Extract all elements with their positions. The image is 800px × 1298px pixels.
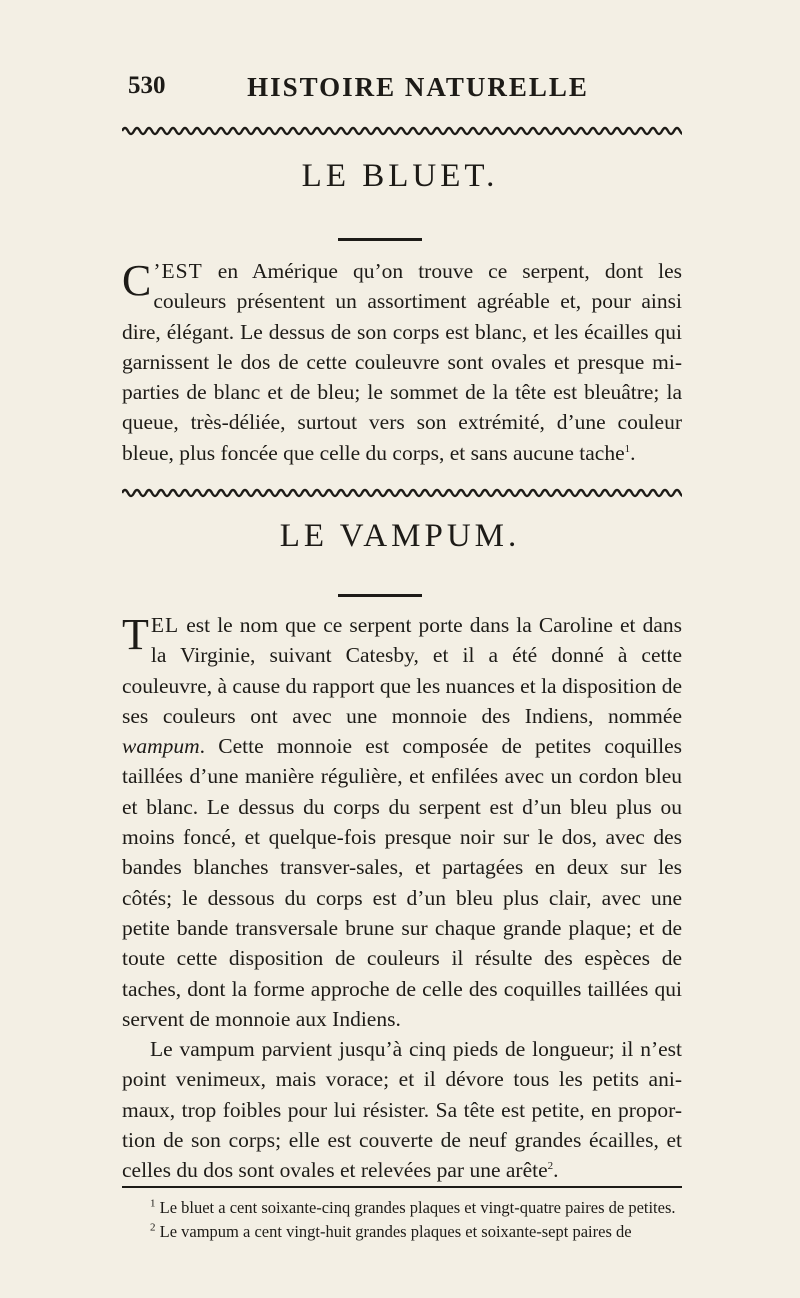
body-text: est le nom que ce serpent porte dans la Caroline et dans la Virginie, suivant Catesby, et il a été donné à cette couleuvre, à cause du rapport que les nuances et la disposition de ses couleurs ont avec une monnoie des Indiens, nommée xyxy=(122,613,683,728)
dropcap-t: T xyxy=(122,610,149,659)
note-ref-1: 1 xyxy=(624,442,631,455)
italic-term: wampum xyxy=(122,734,200,759)
paragraph-vampum xyxy=(122,610,682,1186)
footnote-text: Le bluet a cent soixante-cinq grandes plaques et vingt-quatre paires de petites. xyxy=(159,1198,676,1217)
footnote-1 xyxy=(122,1196,682,1220)
lead-word: EL xyxy=(150,613,180,637)
footnote-text: Le vampum a cent vingt-huit grandes plaques et soixante-sept paires de xyxy=(159,1222,632,1241)
page-header xyxy=(128,72,648,112)
body-text: en Amérique qu’on trouve ce serpent, dont les couleurs présentent un assortiment agréable et, pour ainsi dire, élégant. Le dessus de son corps est blanc, et les écailles qui garnissent le dos de cette couleuvre sont ovales et presque mi-parties de blanc et de bleu; le sommet de la tête est bleuâtre; la queue, très-déliée, surtout vers son extrémité, d’une couleur bleue, plus foncée que celle du corps, et sans aucune tache xyxy=(122,259,682,465)
page-number: 530 xyxy=(128,72,166,99)
footnote-number: 2 xyxy=(150,1221,156,1234)
note-ref-2: 2 xyxy=(547,1160,554,1173)
sentence-end: . xyxy=(553,1158,559,1183)
footnote-number: 1 xyxy=(150,1197,156,1210)
lead-word: ’EST xyxy=(153,259,203,283)
wavy-rule-top xyxy=(122,124,682,138)
section-title-vampum: LE VAMPUM. xyxy=(279,518,521,554)
body-text-2: Le vampum parvient jusqu’à cinq pieds de longueur; il n’est point venimeux, mais vorace; et il dévore tous les petits ani-maux, trop foibles pour lui résister. Sa tête est petite, en propor-tion de son corps; elle est couverte de neuf grandes écailles, et celles du dos sont ovales et relevées par une arête xyxy=(122,1037,682,1183)
sentence-end: . xyxy=(630,440,636,465)
paragraph-bluet xyxy=(122,256,682,468)
wavy-rule-middle xyxy=(122,486,682,500)
title-underline-bluet xyxy=(338,238,422,241)
body-text: . Cette monnoie est composée de petites coquilles taillées d’une manière régulière, et enfilées avec un cordon bleu et blanc. Le dessus du corps du serpent est d’un bleu plus ou moins foncé, et quelque-fois presque noir sur le dos, avec des bandes blanches transver-sales, et partagées en deux sur les côtés; le dessous du corps est d’un bleu plus clair, avec une petite bande transversale brune sur chaque grande plaque; et de toute cette disposition de couleurs il résulte des espèces de taches, dont la forme approche de celle des coquilles taillées qui servent de monnoie aux Indiens. xyxy=(122,734,682,1031)
dropcap-c: C xyxy=(122,256,152,305)
footnote-rule xyxy=(122,1186,682,1188)
footnote-2 xyxy=(122,1220,682,1244)
running-head: HISTOIRE NATURELLE xyxy=(247,72,589,102)
title-underline-vampum xyxy=(338,594,422,597)
footnotes xyxy=(122,1196,682,1244)
section-title-bluet: LE BLUET. xyxy=(301,158,499,194)
